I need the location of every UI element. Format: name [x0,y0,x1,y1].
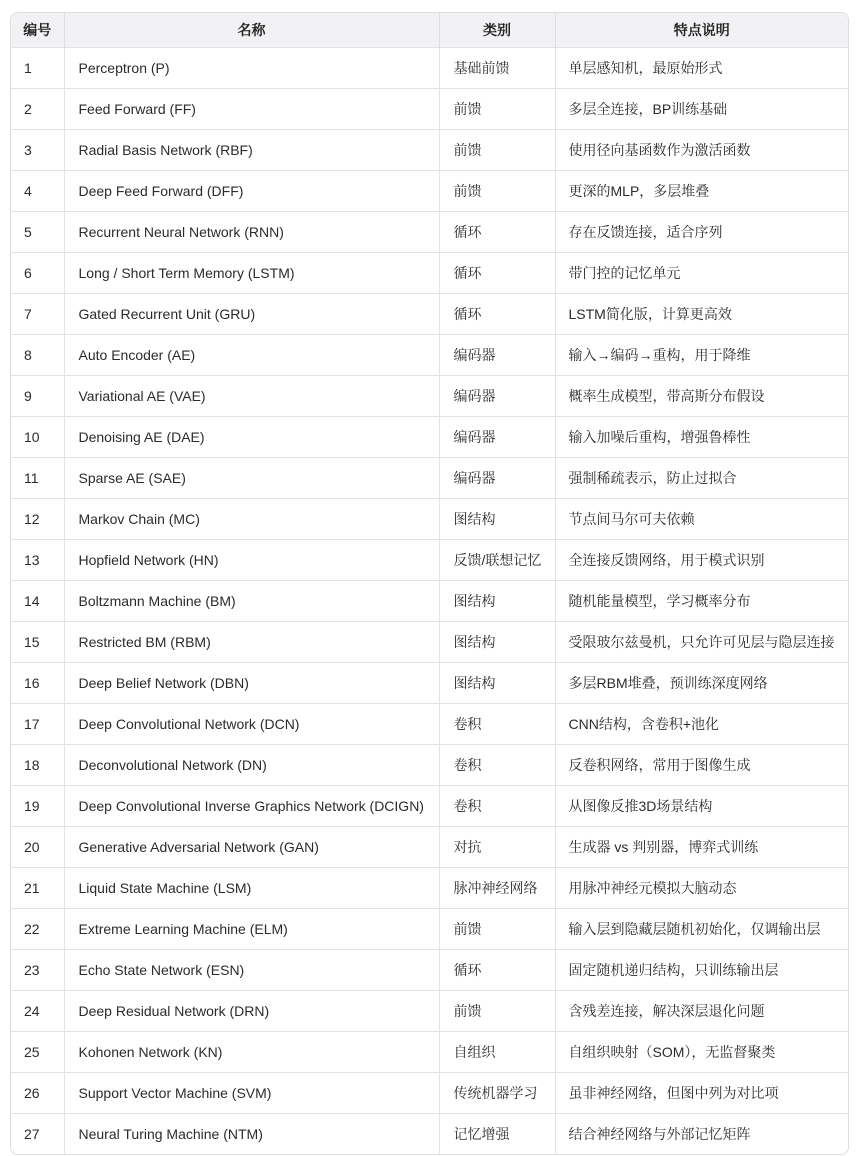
cell-id: 24 [11,991,64,1032]
cell-name: Auto Encoder (AE) [64,335,439,376]
table-header-row [11,13,848,48]
cell-name: Restricted BM (RBM) [64,622,439,663]
cell-name: Sparse AE (SAE) [64,458,439,499]
cell-description: 从图像反推3D场景结构 [555,786,848,827]
cell-category: 循环 [439,212,555,253]
cell-id: 14 [11,581,64,622]
table-row [11,991,848,1032]
cell-description: 虽非神经网络，但图中列为对比项 [555,1073,848,1114]
cell-id: 15 [11,622,64,663]
table-row [11,458,848,499]
header-id: 编号 [11,13,64,48]
cell-description: 单层感知机，最原始形式 [555,48,848,89]
cell-id: 22 [11,909,64,950]
network-table-container [10,12,849,1155]
cell-id: 6 [11,253,64,294]
table-row [11,417,848,458]
cell-description: 固定随机递归结构，只训练输出层 [555,950,848,991]
table-row [11,622,848,663]
table-row [11,1073,848,1114]
cell-category: 图结构 [439,499,555,540]
cell-id: 27 [11,1114,64,1155]
cell-category: 编码器 [439,417,555,458]
cell-category: 图结构 [439,622,555,663]
cell-description: 多层RBM堆叠，预训练深度网络 [555,663,848,704]
cell-id: 20 [11,827,64,868]
cell-description: 概率生成模型，带高斯分布假设 [555,376,848,417]
cell-description: 带门控的记忆单元 [555,253,848,294]
table-row [11,540,848,581]
table-row [11,48,848,89]
cell-category: 前馈 [439,171,555,212]
header-category: 类别 [439,13,555,48]
cell-name: Deep Convolutional Inverse Graphics Network (DCIGN) [64,786,439,827]
cell-name: Deconvolutional Network (DN) [64,745,439,786]
table-row [11,376,848,417]
cell-name: Markov Chain (MC) [64,499,439,540]
cell-description: LSTM简化版，计算更高效 [555,294,848,335]
cell-name: Recurrent Neural Network (RNN) [64,212,439,253]
cell-name: Deep Belief Network (DBN) [64,663,439,704]
cell-name: Radial Basis Network (RBF) [64,130,439,171]
table-row [11,704,848,745]
table-row [11,1032,848,1073]
cell-category: 记忆增强 [439,1114,555,1155]
cell-description: 用脉冲神经元模拟大脑动态 [555,868,848,909]
cell-id: 19 [11,786,64,827]
table-row [11,909,848,950]
header-name: 名称 [64,13,439,48]
cell-id: 26 [11,1073,64,1114]
cell-category: 传统机器学习 [439,1073,555,1114]
cell-description: 多层全连接，BP训练基础 [555,89,848,130]
cell-description: CNN结构，含卷积+池化 [555,704,848,745]
cell-category: 反馈/联想记忆 [439,540,555,581]
cell-name: Echo State Network (ESN) [64,950,439,991]
cell-description: 节点间马尔可夫依赖 [555,499,848,540]
table-row [11,89,848,130]
cell-id: 7 [11,294,64,335]
cell-category: 前馈 [439,89,555,130]
cell-category: 编码器 [439,458,555,499]
cell-category: 编码器 [439,376,555,417]
table-row [11,868,848,909]
cell-id: 11 [11,458,64,499]
cell-description: 反卷积网络，常用于图像生成 [555,745,848,786]
cell-description: 使用径向基函数作为激活函数 [555,130,848,171]
table-row [11,499,848,540]
table-row [11,950,848,991]
cell-category: 循环 [439,253,555,294]
table-row [11,745,848,786]
table-row [11,335,848,376]
cell-description: 强制稀疏表示，防止过拟合 [555,458,848,499]
table-row [11,212,848,253]
cell-id: 1 [11,48,64,89]
table-row [11,1114,848,1155]
cell-id: 10 [11,417,64,458]
cell-id: 2 [11,89,64,130]
cell-id: 21 [11,868,64,909]
cell-id: 18 [11,745,64,786]
cell-category: 前馈 [439,909,555,950]
cell-category: 前馈 [439,130,555,171]
cell-name: Support Vector Machine (SVM) [64,1073,439,1114]
cell-id: 4 [11,171,64,212]
cell-name: Deep Convolutional Network (DCN) [64,704,439,745]
table-row [11,294,848,335]
cell-name: Variational AE (VAE) [64,376,439,417]
cell-name: Deep Residual Network (DRN) [64,991,439,1032]
cell-name: Kohonen Network (KN) [64,1032,439,1073]
cell-category: 基础前馈 [439,48,555,89]
table-row [11,786,848,827]
cell-name: Boltzmann Machine (BM) [64,581,439,622]
cell-name: Perceptron (P) [64,48,439,89]
cell-id: 12 [11,499,64,540]
cell-name: Liquid State Machine (LSM) [64,868,439,909]
cell-id: 13 [11,540,64,581]
cell-name: Denoising AE (DAE) [64,417,439,458]
cell-name: Deep Feed Forward (DFF) [64,171,439,212]
cell-id: 17 [11,704,64,745]
cell-description: 随机能量模型，学习概率分布 [555,581,848,622]
cell-category: 编码器 [439,335,555,376]
cell-name: Extreme Learning Machine (ELM) [64,909,439,950]
cell-category: 图结构 [439,663,555,704]
cell-id: 9 [11,376,64,417]
cell-category: 循环 [439,294,555,335]
cell-name: Feed Forward (FF) [64,89,439,130]
cell-description: 结合神经网络与外部记忆矩阵 [555,1114,848,1155]
cell-description: 输入加噪后重构，增强鲁棒性 [555,417,848,458]
cell-description: 含残差连接，解决深层退化问题 [555,991,848,1032]
table-row [11,253,848,294]
cell-description: 输入层到隐藏层随机初始化，仅调输出层 [555,909,848,950]
cell-name: Hopfield Network (HN) [64,540,439,581]
cell-description: 受限玻尔兹曼机，只允许可见层与隐层连接 [555,622,848,663]
cell-description: 输入→编码→重构，用于降维 [555,335,848,376]
table-row [11,581,848,622]
cell-category: 前馈 [439,991,555,1032]
network-types-table [11,13,848,1154]
header-description: 特点说明 [555,13,848,48]
cell-id: 23 [11,950,64,991]
cell-category: 卷积 [439,745,555,786]
table-row [11,827,848,868]
cell-category: 图结构 [439,581,555,622]
cell-description: 全连接反馈网络，用于模式识别 [555,540,848,581]
cell-category: 自组织 [439,1032,555,1073]
cell-description: 自组织映射（SOM），无监督聚类 [555,1032,848,1073]
cell-name: Generative Adversarial Network (GAN) [64,827,439,868]
cell-id: 3 [11,130,64,171]
table-row [11,171,848,212]
cell-name: Neural Turing Machine (NTM) [64,1114,439,1155]
cell-description: 存在反馈连接，适合序列 [555,212,848,253]
cell-category: 对抗 [439,827,555,868]
cell-category: 卷积 [439,704,555,745]
table-row [11,663,848,704]
cell-id: 25 [11,1032,64,1073]
cell-id: 5 [11,212,64,253]
cell-name: Gated Recurrent Unit (GRU) [64,294,439,335]
cell-category: 卷积 [439,786,555,827]
cell-category: 脉冲神经网络 [439,868,555,909]
cell-id: 8 [11,335,64,376]
cell-category: 循环 [439,950,555,991]
table-row [11,130,848,171]
cell-description: 更深的MLP，多层堆叠 [555,171,848,212]
cell-name: Long / Short Term Memory (LSTM) [64,253,439,294]
cell-description: 生成器 vs 判别器，博弈式训练 [555,827,848,868]
cell-id: 16 [11,663,64,704]
